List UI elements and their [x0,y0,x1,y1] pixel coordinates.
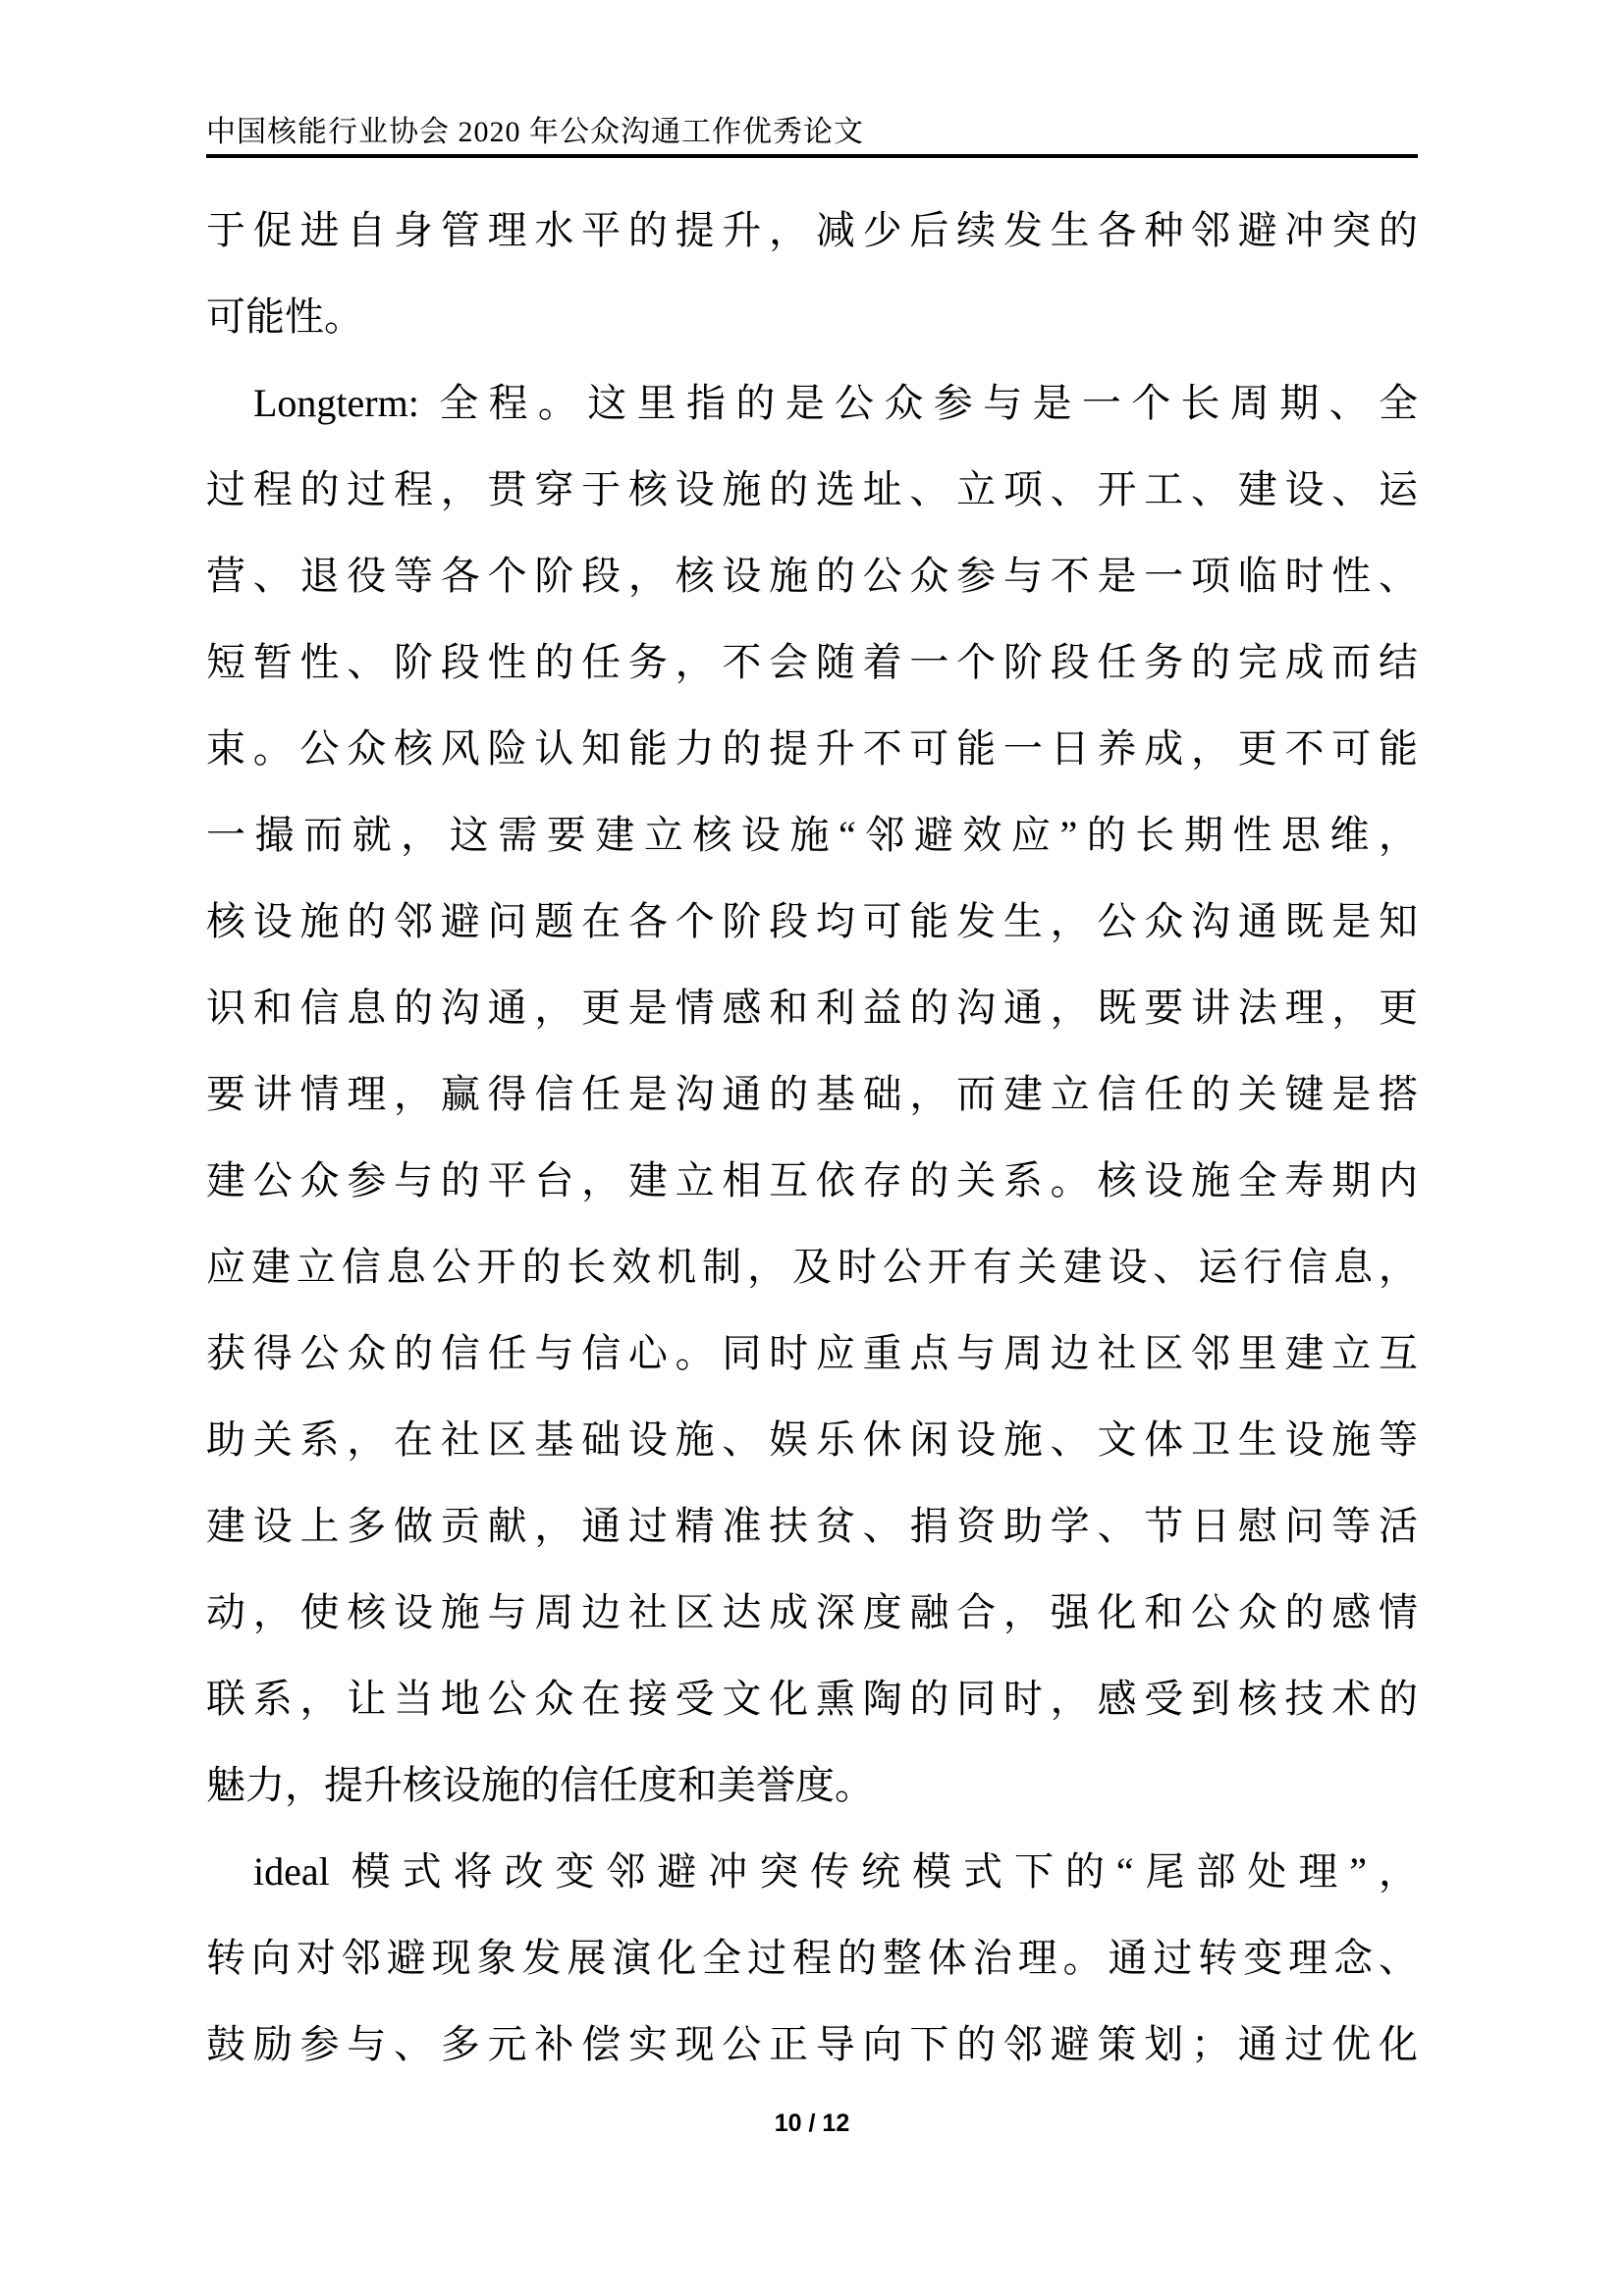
header-divider-rule [206,154,1418,158]
text-line: 联系，让当地公众在接受文化熏陶的同时，感受到核技术的 [206,1677,1418,1721]
text-line: 一撮而就，这需要建立核设施“邻避效应”的长期性思维， [206,813,1418,857]
text-line: 过程的过程，贯穿于核设施的选址、立项、开工、建设、运 [206,467,1418,511]
text-line: 获得公众的信任与信心。同时应重点与周边社区邻里建立互 [206,1331,1418,1375]
body-text-block [206,187,1418,2088]
text-line: 于促进自身管理水平的提升，减少后续发生各种邻避冲突的 [206,208,1418,252]
text-line: 魅力，提升核设施的信任度和美誉度。 [206,1763,874,1807]
text-line: 识和信息的沟通，更是情感和利益的沟通，既要讲法理，更 [206,986,1418,1030]
text-line: ideal 模式将改变邻避冲突传统模式下的“尾部处理”， [253,1849,1418,1894]
text-line: 动，使核设施与周边社区达成深度融合，强化和公众的感情 [206,1590,1418,1634]
text-line: 建公众参与的平台，建立相互依存的关系。核设施全寿期内 [206,1158,1418,1202]
text-line: 助关系，在社区基础设施、娱乐休闲设施、文体卫生设施等 [206,1417,1418,1462]
text-line: 建设上多做贡献，通过精准扶贫、捐资助学、节日慰问等活 [206,1504,1418,1548]
text-line: 转向对邻避现象发展演化全过程的整体治理。通过转变理念、 [206,1936,1418,1980]
text-line: 应建立信息公开的长效机制，及时公开有关建设、运行信息， [206,1245,1418,1289]
text-line: 鼓励参与、多元补偿实现公正导向下的邻避策划；通过优化 [206,2022,1418,2066]
text-line: 短暂性、阶段性的任务，不会随着一个阶段任务的完成而结 [206,640,1418,684]
text-line: 营、退役等各个阶段，核设施的公众参与不是一项临时性、 [206,554,1418,598]
page-number: 10 / 12 [774,2109,850,2137]
text-line: 束。公众核风险认知能力的提升不可能一日养成，更不可能 [206,726,1418,771]
text-line: Longterm: 全程。这里指的是公众参与是一个长周期、全 [253,381,1418,425]
text-line: 要讲情理，赢得信任是沟通的基础，而建立信任的关键是搭 [206,1072,1418,1116]
text-line: 可能性。 [206,294,363,339]
text-line: 核设施的邻避问题在各个阶段均可能发生，公众沟通既是知 [206,899,1418,943]
page-header-title: 中国核能行业协会 2020 年公众沟通工作优秀论文 [206,116,864,148]
